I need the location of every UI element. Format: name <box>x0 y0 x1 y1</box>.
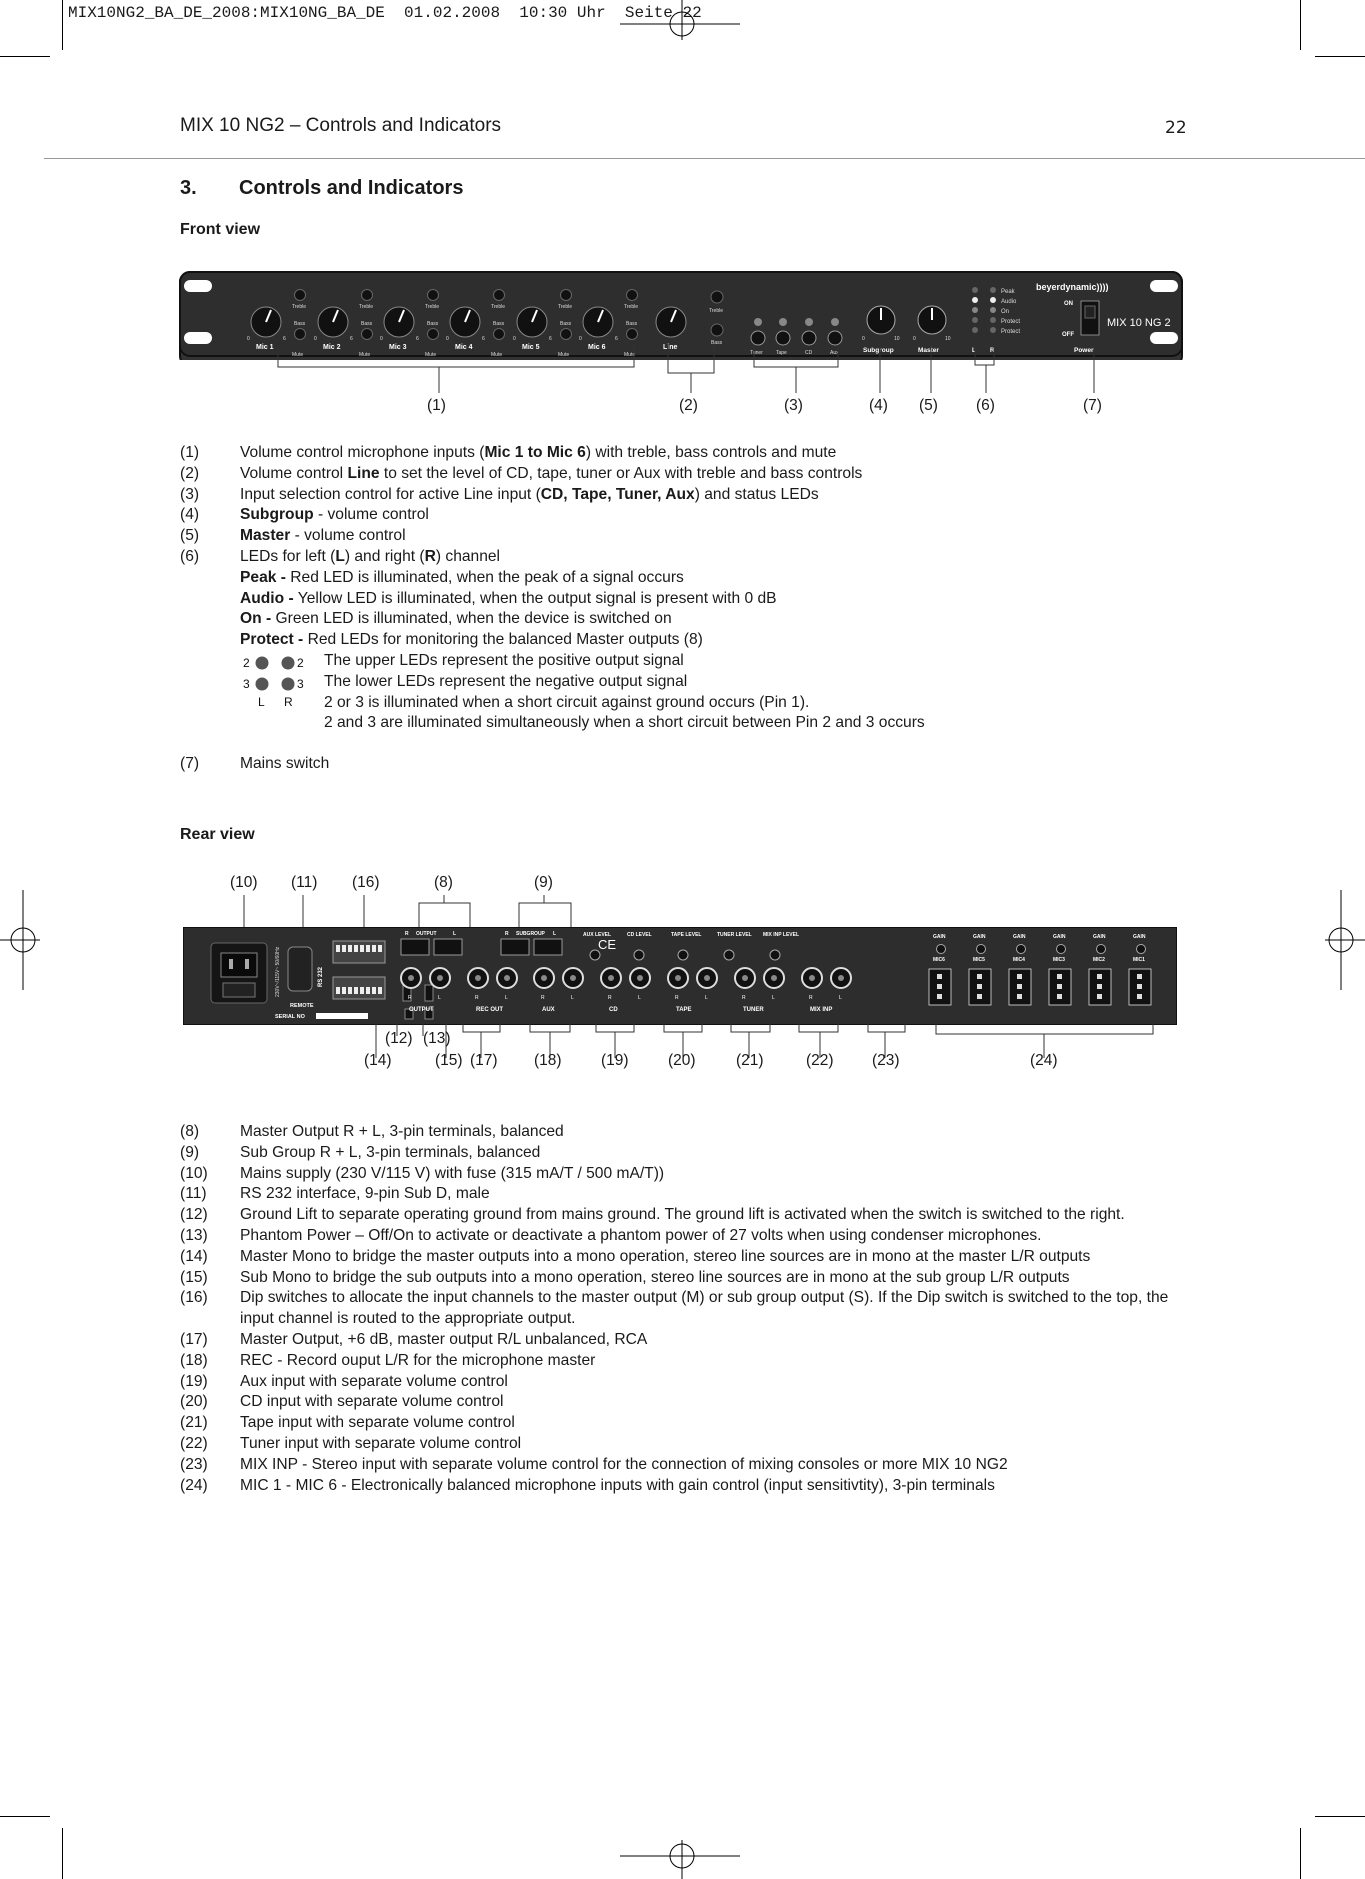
treble-knob <box>428 290 439 301</box>
line-bass-label: Bass <box>711 340 723 346</box>
bass-knob <box>494 329 505 340</box>
callout-17: (17) <box>470 1052 498 1069</box>
callout-11: (11) <box>291 874 318 891</box>
gain-trim <box>1057 945 1066 954</box>
brand-logo: beyerdynamic)))) <box>1036 282 1109 292</box>
rear-panel-illustration <box>183 927 1177 1025</box>
treble-knob <box>561 290 572 301</box>
led-protect-label: Protect <box>1001 319 1021 325</box>
subgroup-label: Subgroup <box>863 347 894 354</box>
section-title: Controls and Indicators <box>239 177 464 199</box>
rs232-connector <box>288 947 312 991</box>
callout-14: (14) <box>364 1052 392 1069</box>
svg-text:10: 10 <box>945 336 951 342</box>
list-item: (3) Input selection control for active Line input (CD, Tape, Tuner, Aux) and status LEDs <box>180 485 819 503</box>
bass-knob <box>627 329 638 340</box>
model-label: MIX 10 NG 2 <box>1107 317 1171 329</box>
list-item: (8) Master Output R + L, 3-pin terminals, balanced <box>180 1123 564 1140</box>
rs232-label: RS 232 <box>318 966 324 987</box>
mic-label: Mic 6 <box>588 344 606 351</box>
mic-input-label: MIC5 <box>973 957 985 963</box>
mic-label: Mic 3 <box>389 344 407 351</box>
svg-text:R: R <box>405 931 409 937</box>
gain-trim <box>977 945 986 954</box>
level-label: TAPE LEVEL <box>671 932 702 938</box>
callout-23: (23) <box>872 1052 900 1069</box>
svg-text:0: 0 <box>247 336 250 342</box>
level-label: AUX LEVEL <box>583 932 612 938</box>
rca-label: TAPE <box>676 1007 692 1013</box>
list-item: (21) Tape input with separate volume control <box>180 1414 515 1432</box>
rca-label: AUX <box>542 1007 555 1013</box>
mic-input-label: MIC2 <box>1093 957 1105 963</box>
bass-label: Bass <box>626 321 638 327</box>
rack-slot <box>184 280 212 292</box>
svg-text:L: L <box>505 995 508 1001</box>
bass-knob <box>561 329 572 340</box>
svg-text:R: R <box>475 995 479 1001</box>
svg-text:R: R <box>505 931 509 937</box>
mic-label: Mic 5 <box>522 344 540 351</box>
tuner-button <box>751 331 765 345</box>
svg-text:0: 0 <box>513 336 516 342</box>
mains-label: 230V~/115V~ 50/60Hz <box>275 946 281 997</box>
list-item: (10) Mains supply (230 V/115 V) with fuse (315 mA/T / 500 mA/T)) <box>180 1164 665 1182</box>
rca-label: REC OUT <box>476 1007 503 1013</box>
callout-2: (2) <box>679 397 698 414</box>
serial-label: SERIAL NO <box>275 1014 305 1020</box>
bass-label: Bass <box>294 321 306 327</box>
callout-19: (19) <box>601 1052 629 1069</box>
treble-knob <box>627 290 638 301</box>
list-item: (18) REC - Record ouput L/R for the microphone master <box>180 1351 596 1369</box>
rack-slot <box>1150 280 1178 292</box>
svg-text:R: R <box>608 995 612 1001</box>
rear-view-heading: Rear view <box>180 826 255 843</box>
callout-6: (6) <box>976 397 995 414</box>
gain-trim <box>1137 945 1146 954</box>
bass-knob <box>428 329 439 340</box>
led-l-label: L <box>972 348 976 354</box>
tape-label: Tape <box>776 350 787 356</box>
aux-button <box>828 331 842 345</box>
svg-text:L: L <box>453 931 457 937</box>
svg-text:R: R <box>541 995 545 1001</box>
list-item: (20) CD input with separate volume control <box>180 1393 504 1411</box>
tape-button <box>776 331 790 345</box>
callout-3: (3) <box>784 397 803 414</box>
gain-label: GAIN <box>1133 934 1146 940</box>
list-item: (9) Sub Group R + L, 3-pin terminals, balanced <box>180 1143 541 1161</box>
cd-button <box>802 331 816 345</box>
svg-text:10: 10 <box>894 336 900 342</box>
rca-label: TUNER <box>743 1007 764 1013</box>
treble-knob <box>362 290 373 301</box>
front-items-list <box>180 443 1185 775</box>
rear-items-list <box>180 1122 1185 1496</box>
svg-text:R: R <box>742 995 746 1001</box>
registration-mark-top <box>620 0 740 40</box>
svg-text:L: L <box>553 931 557 937</box>
list-item: (2) Volume control Line to set the level of CD, tape, tuner or Aux with treble and bass controls <box>180 464 863 482</box>
svg-text:L: L <box>571 995 574 1001</box>
mic-label: Mic 2 <box>323 344 341 351</box>
serial-plate <box>316 1013 368 1019</box>
callout-12: (12) <box>385 1030 413 1047</box>
master-label: Master <box>918 347 939 354</box>
rca-label: MIX INP <box>810 1007 833 1013</box>
led-r-label: R <box>990 348 995 354</box>
list-item: (6) LEDs for left (L) and right (R) channel <box>180 547 501 565</box>
print-slug: MIX10NG2_BA_DE_2008:MIX10NG_BA_DE 01.02.2008 10:30 Uhr Seite 22 <box>68 4 702 22</box>
svg-text:0: 0 <box>862 336 865 342</box>
led-description: Audio - Yellow LED is illuminated, when the output signal is present with 0 dB <box>240 589 777 607</box>
svg-text:0: 0 <box>579 336 582 342</box>
list-item: (13) Phantom Power – Off/On to activate or deactivate a phantom power of 27 volts when using condenser microphones. <box>180 1226 1042 1244</box>
callout-9: (9) <box>534 874 553 891</box>
svg-text:0: 0 <box>314 336 317 342</box>
level-label: MIX INP LEVEL <box>763 932 800 938</box>
led-audio-label: Audio <box>1001 299 1017 305</box>
line-treble-knob <box>711 291 723 303</box>
callout-15: (15) <box>435 1052 463 1069</box>
phantom-power-switch <box>425 985 433 1001</box>
mute-label: Mute <box>491 352 503 358</box>
callout-18: (18) <box>534 1052 562 1069</box>
mute-label: Mute <box>292 352 304 358</box>
front-callout-lines <box>178 345 1184 405</box>
aux-label: Aux <box>830 350 839 356</box>
mic-input-label: MIC1 <box>1133 957 1145 963</box>
mic-label: Mic 4 <box>455 344 473 351</box>
callout-5: (5) <box>919 397 938 414</box>
svg-text:L: L <box>705 995 708 1001</box>
mute-label: Mute <box>624 352 636 358</box>
cd-label: CD <box>805 350 813 356</box>
svg-text:0: 0 <box>913 336 916 342</box>
svg-text:3: 3 <box>297 676 304 691</box>
svg-text:0: 0 <box>446 336 449 342</box>
power-label: Power <box>1074 347 1094 354</box>
gain-label: GAIN <box>1093 934 1106 940</box>
mic-label: Mic 1 <box>256 344 274 351</box>
led-protect-label-2: Protect <box>1001 329 1021 335</box>
svg-text:0: 0 <box>380 336 383 342</box>
callout-20: (20) <box>668 1052 696 1069</box>
bass-knob <box>295 329 306 340</box>
svg-text:2: 2 <box>297 655 304 670</box>
svg-text:6: 6 <box>283 336 286 342</box>
callout-24: (24) <box>1030 1052 1058 1069</box>
rack-slot <box>184 332 212 344</box>
list-item: (16) Dip switches to allocate the input channels to the master output (M) or sub group output (S). If the Dip switch is switched to the top, the input channel is routed to the appropriate output. <box>180 1289 1169 1328</box>
svg-text:R: R <box>408 995 412 1001</box>
list-item: (4) Subgroup - volume control <box>180 506 429 524</box>
bass-label: Bass <box>560 321 572 327</box>
rack-slot <box>1150 332 1178 344</box>
power-on-label: ON <box>1064 301 1073 307</box>
section-number: 3. <box>180 177 197 199</box>
list-item: (7) Mains switch <box>180 755 330 773</box>
list-item: (1) Volume control microphone inputs (Mic 1 to Mic 6) with treble, bass controls and mute <box>180 444 837 461</box>
svg-text:6: 6 <box>615 336 618 342</box>
svg-text:6: 6 <box>549 336 552 342</box>
svg-text:L: L <box>772 995 775 1001</box>
mute-label: Mute <box>359 352 371 358</box>
mute-label: Mute <box>558 352 570 358</box>
output-label: OUTPUT <box>416 931 437 937</box>
treble-knob <box>494 290 505 301</box>
protect-led-legend <box>240 651 328 733</box>
svg-text:R: R <box>284 694 293 709</box>
treble-label: Treble <box>359 304 373 310</box>
subgroup-output-label: SUBGROUP <box>516 931 545 937</box>
gain-trim <box>1097 945 1106 954</box>
svg-text:L: L <box>638 995 641 1001</box>
callout-13: (13) <box>423 1030 451 1047</box>
page-number: 22 <box>1165 118 1187 138</box>
gain-label: GAIN <box>933 934 946 940</box>
callout-21: (21) <box>736 1052 764 1069</box>
bass-label: Bass <box>427 321 439 327</box>
rca-label: OUTPUT <box>409 1007 434 1013</box>
tuner-label: Tuner <box>750 350 763 356</box>
list-item: (19) Aux input with separate volume control <box>180 1372 508 1390</box>
callout-8: (8) <box>434 874 453 891</box>
list-item: (22) Tuner input with separate volume control <box>180 1434 522 1452</box>
callout-22: (22) <box>806 1052 834 1069</box>
level-label: TUNER LEVEL <box>717 932 752 938</box>
rca-label: CD <box>609 1007 618 1013</box>
callout-4: (4) <box>869 397 888 414</box>
led-description: On - Green LED is illuminated, when the device is switched on <box>240 610 672 628</box>
mute-label: Mute <box>425 352 437 358</box>
list-item: (5) Master - volume control <box>180 527 406 545</box>
svg-text:2: 2 <box>243 655 250 670</box>
header-rule <box>44 158 1365 159</box>
line-bass-knob <box>711 324 723 336</box>
treble-label: Treble <box>624 304 638 310</box>
running-header-title: MIX 10 NG2 – Controls and Indicators <box>180 115 502 136</box>
svg-text:3: 3 <box>243 676 250 691</box>
callout-10: (10) <box>230 874 258 891</box>
gain-trim <box>1017 945 1026 954</box>
level-label: CD LEVEL <box>627 932 652 938</box>
svg-text:R: R <box>809 995 813 1001</box>
registration-mark-left <box>0 890 40 990</box>
front-view-heading: Front view <box>180 221 261 238</box>
treble-label: Treble <box>425 304 439 310</box>
svg-text:6: 6 <box>416 336 419 342</box>
gain-label: GAIN <box>1013 934 1026 940</box>
list-item: (14) Master Mono to bridge the master outputs into a mono operation, stereo line sources are in mono at the master L/R outputs <box>180 1247 1091 1265</box>
list-item: (23) MIX INP - Stereo input with separate volume control for the connection of mixing consoles or more MIX 10 NG2 <box>180 1455 1008 1473</box>
mic-input-label: MIC3 <box>1053 957 1065 963</box>
svg-text:L: L <box>258 694 265 709</box>
remote-label: REMOTE <box>290 1003 314 1009</box>
registration-mark-bottom <box>620 1840 740 1879</box>
svg-text:6: 6 <box>350 336 353 342</box>
svg-text:R: R <box>675 995 679 1001</box>
list-item: (12) Ground Lift to separate operating ground from mains ground. The ground lift is activated when the switch is switched to the right. <box>180 1206 1125 1224</box>
led-peak-label: Peak <box>1001 289 1015 295</box>
callout-16: (16) <box>352 874 380 891</box>
bass-label: Bass <box>361 321 373 327</box>
list-item: (15) Sub Mono to bridge the sub outputs into a mono operation, stereo line sources are in mono at the sub group L/R outputs <box>180 1268 1070 1286</box>
svg-text:6: 6 <box>482 336 485 342</box>
registration-mark-right <box>1325 890 1365 990</box>
power-off-label: OFF <box>1062 332 1074 338</box>
svg-text:L: L <box>839 995 842 1001</box>
bass-knob <box>362 329 373 340</box>
gain-label: GAIN <box>1053 934 1066 940</box>
protect-lines: The upper LEDs represent the positive output signal The lower LEDs represent the negative output signal 2 or 3 is illuminated when a short circuit against ground occurs (Pin 1). 2 and 3 are illuminated simultaneously when a short circuit between Pin 2 and 3 occurs <box>324 651 925 732</box>
gain-label: GAIN <box>973 934 986 940</box>
led-on-label: On <box>1001 309 1010 315</box>
mic-input-label: MIC6 <box>933 957 945 963</box>
line-label: Line <box>663 344 678 351</box>
bass-label: Bass <box>493 321 505 327</box>
led-description: Peak - Red LED is illuminated, when the peak of a signal occurs <box>240 568 684 586</box>
svg-text:L: L <box>438 995 441 1001</box>
fuse-holder <box>223 983 255 997</box>
dip-switch-lower <box>333 977 385 999</box>
treble-label: Treble <box>292 304 306 310</box>
ce-mark: CE <box>598 937 617 952</box>
callout-7: (7) <box>1083 397 1102 414</box>
treble-label: Treble <box>491 304 505 310</box>
led-description: Protect - Red LEDs for monitoring the balanced Master outputs (8) <box>240 631 703 649</box>
gain-trim <box>937 945 946 954</box>
callout-1: (1) <box>427 397 446 414</box>
list-item: (11) RS 232 interface, 9-pin Sub D, male <box>180 1185 490 1203</box>
mic-input-label: MIC4 <box>1013 957 1025 963</box>
line-treble-label: Treble <box>709 308 723 314</box>
treble-label: Treble <box>558 304 572 310</box>
treble-knob <box>295 290 306 301</box>
list-item: (24) MIC 1 - MIC 6 - Electronically balanced microphone inputs with gain control (input sensitivtity), 3-pin terminals <box>180 1476 995 1494</box>
dip-switch-upper <box>333 941 385 963</box>
list-item: (17) Master Output, +6 dB, master output R/L unbalanced, RCA <box>180 1330 648 1348</box>
